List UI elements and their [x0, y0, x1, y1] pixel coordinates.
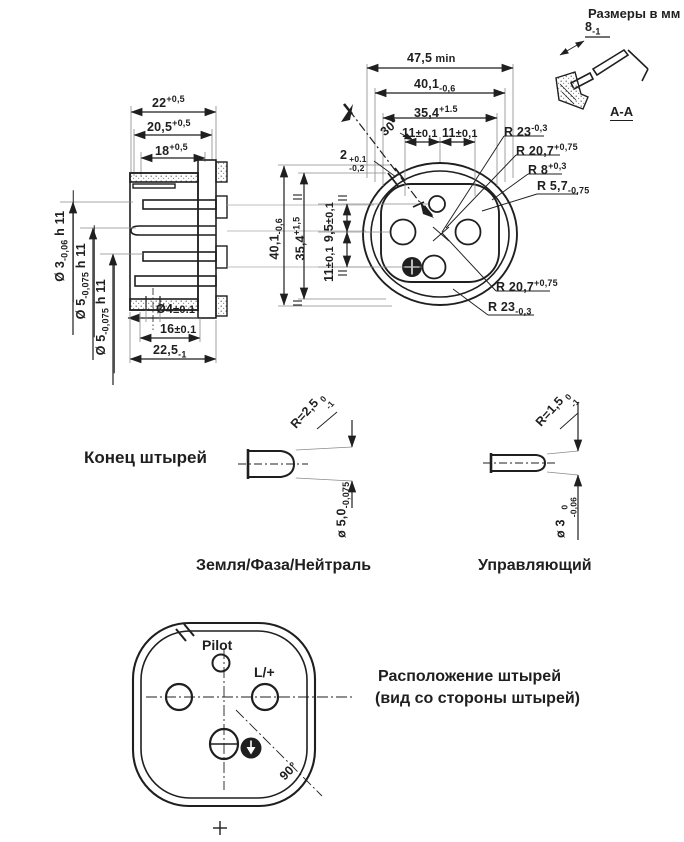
dim-11-vert: 11±0,1	[322, 246, 336, 282]
pin-ends-title: Конец штырей	[84, 448, 207, 467]
pin-layout-caption-line2: (вид со стороны штырей)	[375, 690, 581, 707]
dim-40-1: $40,1_{-0,6}$	[414, 77, 456, 94]
dim-11-right: 11±0,1	[442, 126, 478, 140]
pin-layout-drawing	[133, 623, 352, 835]
dim-side-20-5: $20,5^{+0,5}$	[147, 118, 191, 135]
dim-r5-7: R $5,7_{-0,75}$	[537, 179, 590, 196]
dim-r20-7-upper: R $20,7^{+0,75}$	[516, 142, 578, 159]
pin-layout-caption-line1: Расположение штырей	[378, 668, 562, 685]
pilot-pin-label: Pilot	[202, 637, 233, 653]
section-label: A-A	[610, 104, 634, 119]
dim-side-18: $18^{+0,5}$	[155, 142, 188, 159]
dim-r23-upper: R $23^{-0,3}$	[504, 123, 548, 140]
dim-r23-lower: R $23_{-0,3}$	[488, 300, 532, 317]
dim-side-22: $22^{+0,5}$	[152, 94, 185, 111]
section-aa-drawing	[556, 37, 648, 109]
dim-40-1-vert: $40,1_{-0,6}$	[267, 218, 284, 260]
right-pin-label: Управляющий	[478, 557, 592, 574]
dim-angle-90: 90°	[276, 759, 301, 784]
dim-pin-dia-5a: Ø $5_{-0,075}$ h 11	[74, 225, 95, 337]
dim-angle-30: 30°	[377, 115, 402, 139]
units-note: Размеры в мм	[588, 6, 681, 21]
dim-section-thickness: $8_{-1}$	[585, 20, 601, 37]
left-pin-label: Земля/Фаза/Нейтраль	[196, 557, 372, 574]
dim-9-5-vert: 9,5±0,1	[322, 201, 336, 243]
dim-r8: R $8^{+0,3}$	[528, 161, 567, 178]
dim-right-pin-radius: R=1,5 0 -1	[532, 391, 582, 430]
line-pin-label: L/+	[254, 664, 275, 680]
dim-hole-4: Ø4±0.1	[156, 302, 196, 316]
dim-left-pin-radius: R=2,5 0 -1	[287, 393, 337, 432]
dim-pin-dia-5b: Ø $5_{-0,075}$ h 11	[94, 261, 115, 373]
dim-key-width: 2 +0.1 -0,2	[340, 148, 367, 173]
ground-pin-symbol-bottom	[241, 738, 262, 759]
dim-right-pin-diameter: ø 3 0 -0,06	[553, 496, 579, 538]
dim-35-4-vert: $35,4^{+1,5}$	[291, 216, 308, 261]
dim-35-4: $35,4^{+1.5}$	[414, 104, 458, 121]
dim-r20-7-lower: R $20,7^{+0,75}$	[496, 278, 558, 295]
dim-47-5-min: 47,5 min	[407, 51, 456, 65]
dim-11-left: 11±0,1	[402, 126, 438, 140]
dim-22-5: $22,5_{-1}$	[153, 343, 187, 360]
dim-pin-dia-3: Ø $3_{-0,06}$ h 11	[53, 190, 74, 302]
dim-left-pin-diameter: ø $5,0_{-0,075}$	[334, 481, 351, 538]
dim-16: 16±0.1	[160, 322, 197, 336]
